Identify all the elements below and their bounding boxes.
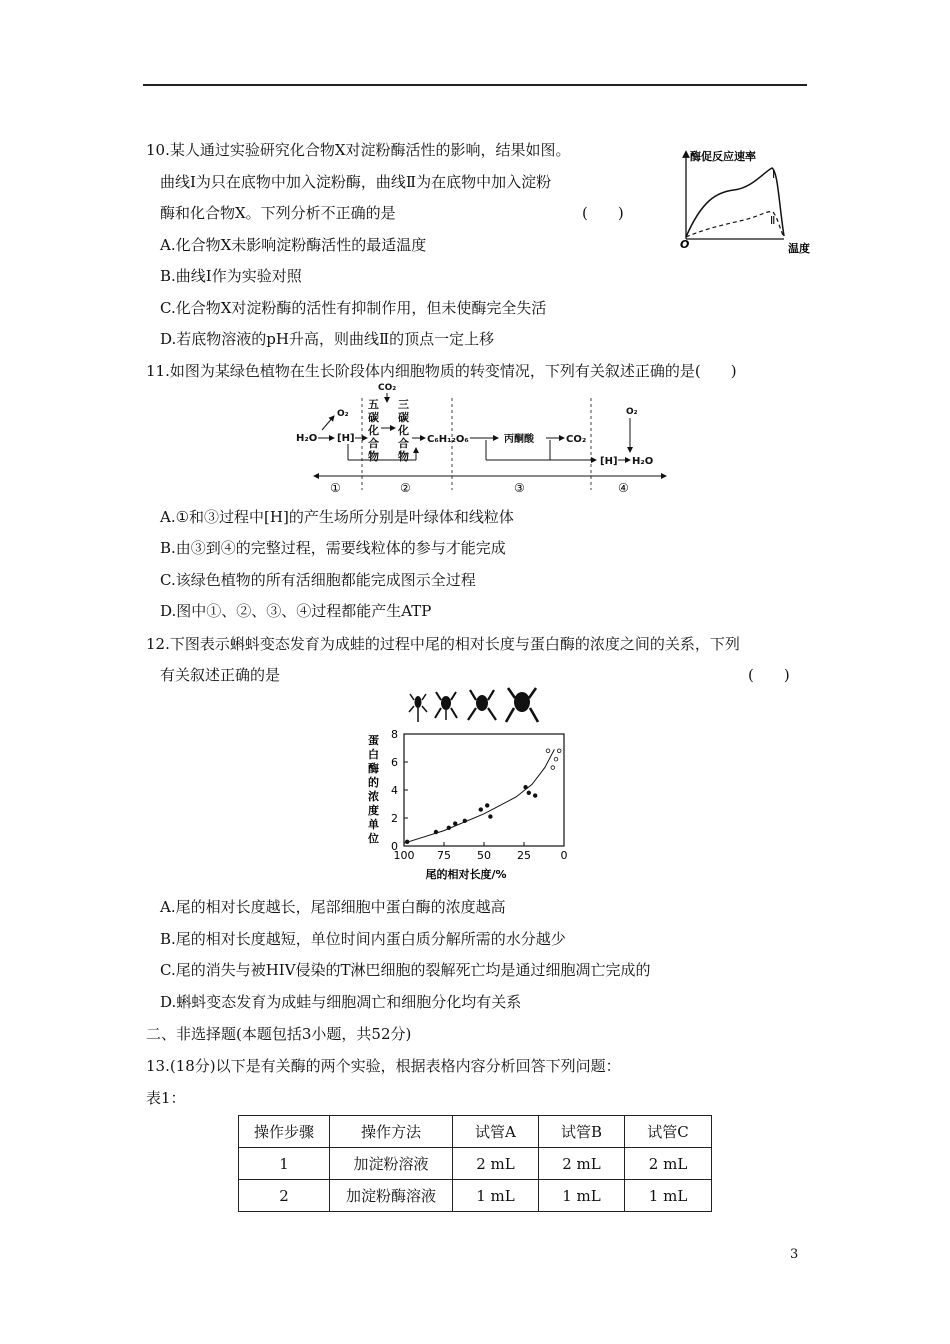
q11-metabolism-figure	[292, 378, 674, 496]
table-header-cell: 试管A	[453, 1116, 539, 1148]
c5-char1: 五	[368, 398, 379, 411]
q10-option-c: C.化合物X对淀粉酶的活性有抑制作用，但未使酶完全失活	[160, 299, 547, 317]
table-cell: 1 mL	[625, 1180, 712, 1212]
tadpole-frog-icon-2	[435, 692, 457, 720]
table-cell: 加淀粉溶液	[330, 1148, 453, 1180]
plot-frame	[404, 734, 564, 846]
q10-stem-line1: 10.某人通过实验研究化合物X对淀粉酶活性的影响，结果如图。	[146, 141, 571, 159]
curve-2-label: Ⅱ	[770, 214, 776, 227]
h2o-left: H₂O	[296, 433, 318, 444]
o2-right: O₂	[626, 407, 638, 417]
table-1-label: 表1：	[146, 1089, 186, 1107]
data-point	[527, 791, 531, 795]
q11-option-c: C.该绿色植物的所有活细胞都能完成图示全过程	[160, 571, 476, 589]
y-tick-label: 6	[391, 756, 398, 769]
table-cell: 加淀粉酶溶液	[330, 1180, 453, 1212]
x-tick-label: 100	[393, 849, 415, 862]
x-tick-label: 50	[477, 849, 491, 862]
q10-option-d: D.若底物溶液的pH升高，则曲线Ⅱ的顶点一定上移	[160, 330, 495, 348]
data-point	[554, 757, 558, 761]
c3-char2: 碳	[398, 411, 409, 424]
frog-icons	[409, 688, 538, 722]
chart-xlabel: 尾的相对长度/%	[425, 868, 507, 881]
q12-option-d: D.蝌蚪变态发育为成蛙与细胞凋亡和细胞分化均有关系	[160, 993, 522, 1011]
q10-stem-line2: 曲线Ⅰ为只在底物中加入淀粉酶，曲线Ⅱ为在底物中加入淀粉	[160, 173, 552, 191]
table-cell: 2	[239, 1180, 330, 1212]
q12-option-a: A.尾的相对长度越长，尾部细胞中蛋白酶的浓度越高	[160, 898, 506, 916]
table-header-cell: 操作方法	[330, 1116, 453, 1148]
co2-top: CO₂	[378, 383, 397, 393]
c5-char5: 物	[368, 450, 379, 463]
co2-right: CO₂	[566, 434, 587, 445]
q11-option-b: B.由③到④的完整过程，需要线粒体的参与才能完成	[160, 539, 506, 557]
table-cell: 2 mL	[538, 1148, 624, 1180]
q10-option-b: B.曲线Ⅰ作为实验对照	[160, 267, 302, 285]
table-row	[239, 1180, 712, 1212]
q10-option-a: A.化合物X未影响淀粉酶活性的最适温度	[160, 236, 427, 254]
data-point	[453, 822, 457, 826]
data-point	[557, 749, 561, 753]
data-point	[479, 808, 483, 812]
table-header-cell: 试管C	[625, 1116, 712, 1148]
data-point	[489, 815, 493, 819]
table-cell: 1	[239, 1148, 330, 1180]
h2o-right: H₂O	[632, 456, 654, 467]
data-point	[551, 766, 555, 770]
c5-char2: 碳	[368, 411, 379, 424]
q12-chart	[366, 686, 580, 882]
page-number: 3	[790, 1247, 799, 1262]
ylabel-char4: 的	[368, 776, 379, 789]
o2-left: O₂	[337, 409, 349, 419]
ylabel-char2: 白	[368, 748, 379, 761]
table-cell: 1 mL	[538, 1180, 624, 1212]
fit-curve	[404, 749, 554, 843]
data-point	[447, 826, 451, 830]
data-point	[485, 804, 489, 808]
ylabel-char3: 酶	[368, 762, 379, 775]
h-left: [H]	[337, 433, 355, 444]
table-header-row	[239, 1116, 712, 1148]
q13-stem: 13.(18分)以下是有关酶的两个实验，根据表格内容分析回答下列问题：	[146, 1057, 621, 1075]
data-point	[463, 819, 467, 823]
glucose: C₆H₁₂O₆	[427, 434, 469, 445]
table-1	[238, 1115, 712, 1212]
section-2-heading: 二、非选择题(本题包括3小题，共52分)	[146, 1025, 412, 1043]
q10-xlabel: 温度	[788, 242, 810, 255]
table-cell: 2 mL	[625, 1148, 712, 1180]
stage-1-label: ①	[330, 481, 341, 495]
x-tick-label: 25	[517, 849, 531, 862]
data-point	[405, 840, 409, 844]
x-tick-label: 75	[437, 849, 451, 862]
curve-1-label: Ⅰ	[772, 168, 776, 181]
q10-ylabel: 酶促反应速率	[690, 150, 756, 163]
frog-icon-4	[506, 688, 538, 722]
tadpole-frog-icon-1	[409, 694, 427, 722]
table-header-cell: 试管B	[538, 1116, 624, 1148]
stage-4-label: ④	[618, 481, 629, 495]
q10-stem-line3: 酶和化合物X。下列分析不正确的是	[160, 204, 396, 222]
table-cell: 1 mL	[453, 1180, 539, 1212]
ylabel-char6: 度	[368, 804, 379, 817]
data-point	[546, 749, 550, 753]
c3-char4: 合	[398, 437, 409, 450]
q12-stem-line2: 有关叙述正确的是	[160, 666, 281, 684]
q10-answer-paren: ( )	[582, 204, 624, 222]
pyruvate: 丙酮酸	[504, 434, 534, 445]
ylabel-char5: 浓	[368, 790, 379, 803]
c3-char1: 三	[398, 398, 409, 411]
table-header-cell: 操作步骤	[239, 1116, 330, 1148]
x-tick-label: 0	[560, 849, 568, 862]
q10-origin: O	[680, 238, 690, 251]
q11-option-a: A.①和③过程中[H]的产生场所分别是叶绿体和线粒体	[160, 508, 514, 526]
tadpole-frog-icon-3	[468, 690, 496, 720]
q11-option-d: D.图中①、②、③、④过程都能产生ATP	[160, 602, 432, 620]
q12-option-b: B.尾的相对长度越短，单位时间内蛋白质分解所需的水分越少	[160, 930, 566, 948]
q12-stem-line1: 12.下图表示蝌蚪变态发育为成蛙的过程中尾的相对长度与蛋白酶的浓度之间的关系，下列	[146, 635, 740, 653]
stage-2-label: ②	[400, 481, 411, 495]
table-row	[239, 1148, 712, 1180]
ylabel-char7: 单	[368, 818, 379, 831]
q12-option-c: C.尾的消失与被HIV侵染的T淋巴细胞的裂解死亡均是通过细胞凋亡完成的	[160, 961, 651, 979]
y-tick-label: 2	[391, 812, 398, 825]
y-tick-label: 8	[391, 728, 398, 741]
ylabel-char8: 位	[368, 832, 379, 845]
chart-layer	[391, 728, 568, 862]
data-point	[533, 794, 537, 798]
c3-char5: 物	[398, 450, 409, 463]
data-point	[524, 785, 528, 789]
y-tick-label: 4	[391, 784, 398, 797]
ylabel-char1: 蛋	[368, 734, 379, 747]
c5-char4: 合	[368, 437, 379, 450]
c3-char3: 化	[398, 424, 409, 437]
stage-3-label: ③	[514, 481, 525, 495]
c5-char3: 化	[368, 424, 379, 437]
header-rule	[143, 84, 807, 86]
table-cell: 2 mL	[453, 1148, 539, 1180]
q12-answer-paren: ( )	[748, 666, 790, 684]
q11-stem: 11.如图为某绿色植物在生长阶段体内细胞物质的转变情况，下列有关叙述正确的是( )	[146, 362, 737, 380]
data-point	[434, 830, 438, 834]
q10-enzyme-rate-figure	[672, 142, 822, 260]
h-right: [H]	[600, 456, 618, 467]
y-tick-label: 0	[391, 840, 398, 853]
